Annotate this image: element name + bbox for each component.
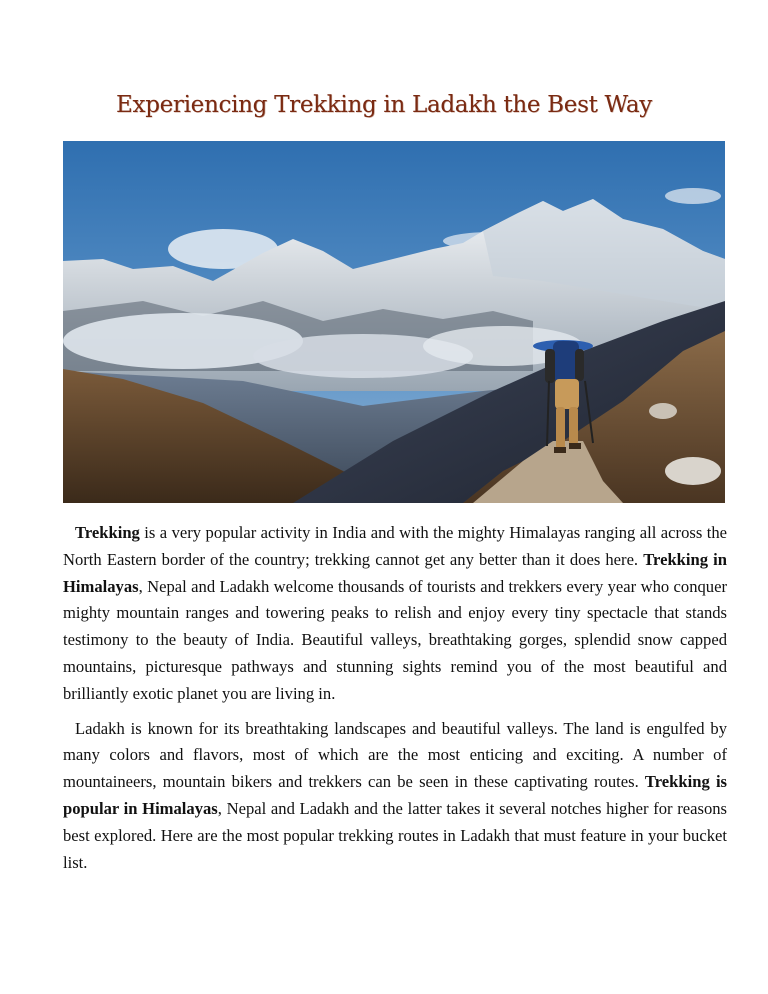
paragraph-text: , Nepal and Ladakh and the latter takes it several notches higher for reasons best explored. Here are the most popular trekking routes in Ladakh that must feature in your bucket list. [63,798,727,872]
trekking-photo [63,141,725,503]
paragraph-2 [63,716,727,877]
paragraph-text: Ladakh is known for its breathtaking landscapes and beautiful valleys. The land is engulfed by many colors and flavors, most of which are the most enticing and exciting. A number of mountaineers, mountain bikers and trekkers can be seen in these captivating routes. [63,718,727,792]
article-body [63,520,727,884]
mountain-landscape-photo-icon [63,141,725,503]
paragraph-text: , Nepal and Ladakh welcome thousands of tourists and trekkers every year who conquer mighty mountain ranges and towering peaks to relish and enjoy every tiny spectacle that stands testimony to the beauty of India. Beautiful valleys, breathtaking gorges, splendid snow capped mountains, picturesque pathways and stunning sights remind you of the most beautiful and brilliantly exotic planet you are living in. [63,576,727,703]
page-title: Experiencing Trekking in Ladakh the Best Way [116,92,652,118]
bold-keyword: Trekking is popular in Himalayas [63,772,728,818]
bold-keyword: Trekking [75,523,140,542]
paragraph-1 [63,520,727,708]
bold-keyword: Trekking in Himalayas [63,549,727,596]
paragraph-text: is a very popular activity in India and with the mighty Himalayas ranging all across the North Eastern border of the country; trekking cannot get any better than it does here. [63,523,727,569]
